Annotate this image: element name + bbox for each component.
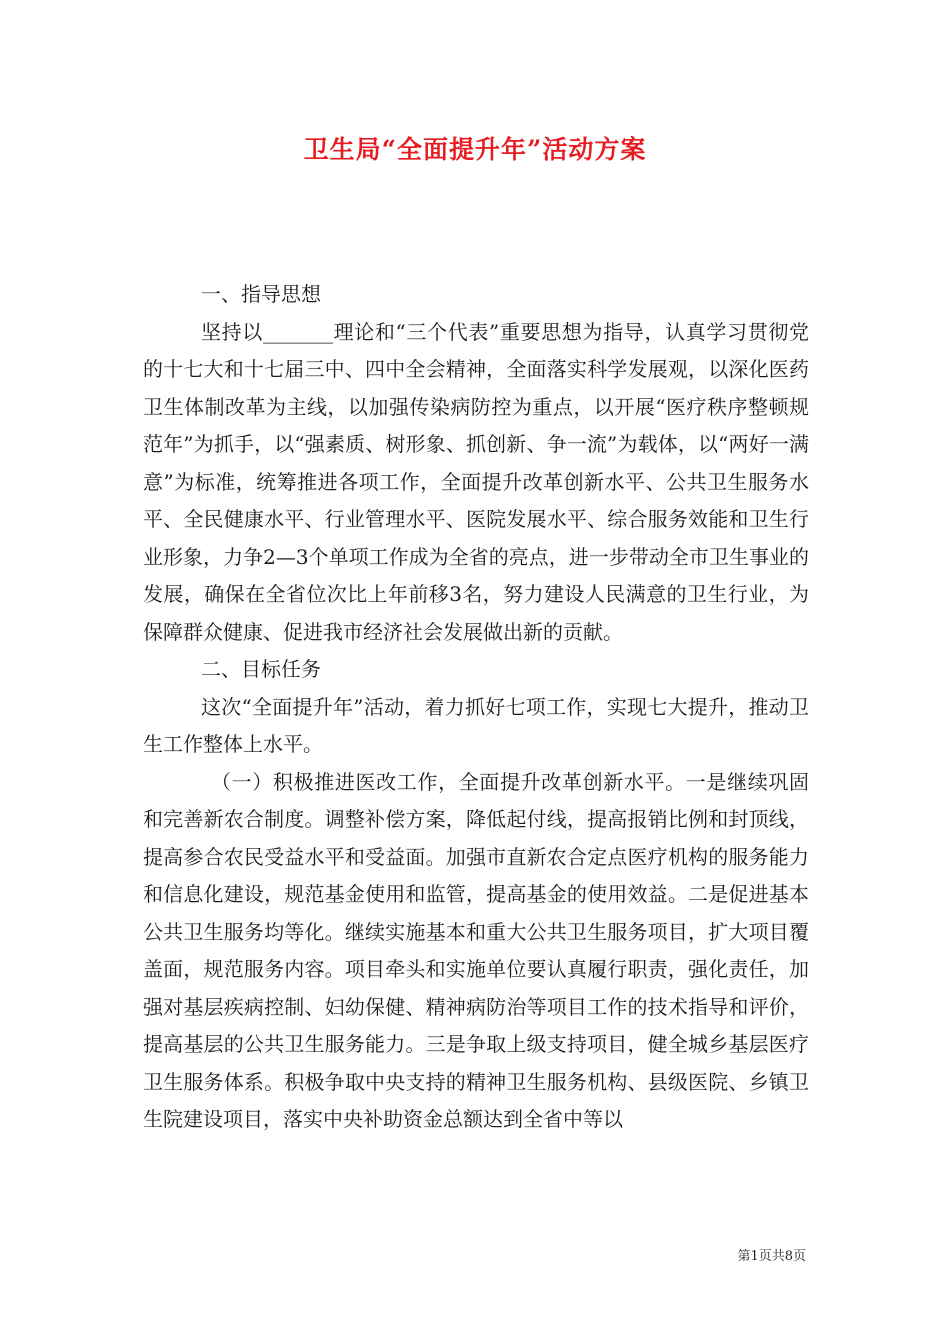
paragraph-guiding-thought: 坚持以_______理论和“三个代表”重要思想为指导，认真学习贯彻党的十七大和十七届三中、四中全会精神，全面落实科学发展观，以深化医药卫生体制改革为主线，以加强传染病防控为重点，以开展“医疗秩序整顿规范年”为抓手，以“强素质、树形象、抓创新、争一流”为载体，以“两好一满意”为标准，统筹推进各项工作，全面提升改革创新水平、公共卫生服务水平、全民健康水平、行业管理水平、医院发展水平、综合服务效能和卫生行业形象，力争2—3个单项工作成为全省的亮点，进一步带动全市卫生事业的发展，确保在全省位次比上年前移3名，努力建设人民满意的卫生行业，为保障群众健康、促进我市经济社会发展做出新的贡献。 (143, 319, 809, 644)
section-heading-guiding-thought: 一、指导思想 (201, 282, 321, 306)
document-title: 卫生局“全面提升年”活动方案 (303, 135, 647, 164)
page-number: 第1页共8页 (737, 1249, 806, 1264)
section-heading-goals-tasks: 二、目标任务 (201, 657, 321, 681)
paragraph-item-one: （一）积极推进医改工作，全面提升改革创新水平。一是继续巩固和完善新农合制度。调整补偿方案，降低起付线，提高报销比例和封顶线，提高参合农民受益水平和受益面。加强市直新农合定点医疗机构的服务能力和信息化建设，规范基金使用和监管，提高基金的使用效益。二是促进基本公共卫生服务均等化。继续实施基本和重大公共卫生服务项目，扩大项目覆盖面，规范服务内容。项目牵头和实施单位要认真履行职责，强化责任，加强对基层疾病控制、妇幼保健、精神病防治等项目工作的技术指导和评价，提高基层的公共卫生服务能力。三是争取上级支持项目，健全城乡基层医疗卫生服务体系。积极争取中央支持的精神卫生服务机构、县级医院、乡镇卫生院建设项目，落实中央补助资金总额达到全省中等以 (143, 769, 809, 1131)
paragraph-goals-intro: 这次“全面提升年”活动，着力抓好七项工作，实现七大提升，推动卫生工作整体上水平。 (143, 694, 809, 756)
document-body (143, 276, 809, 1139)
